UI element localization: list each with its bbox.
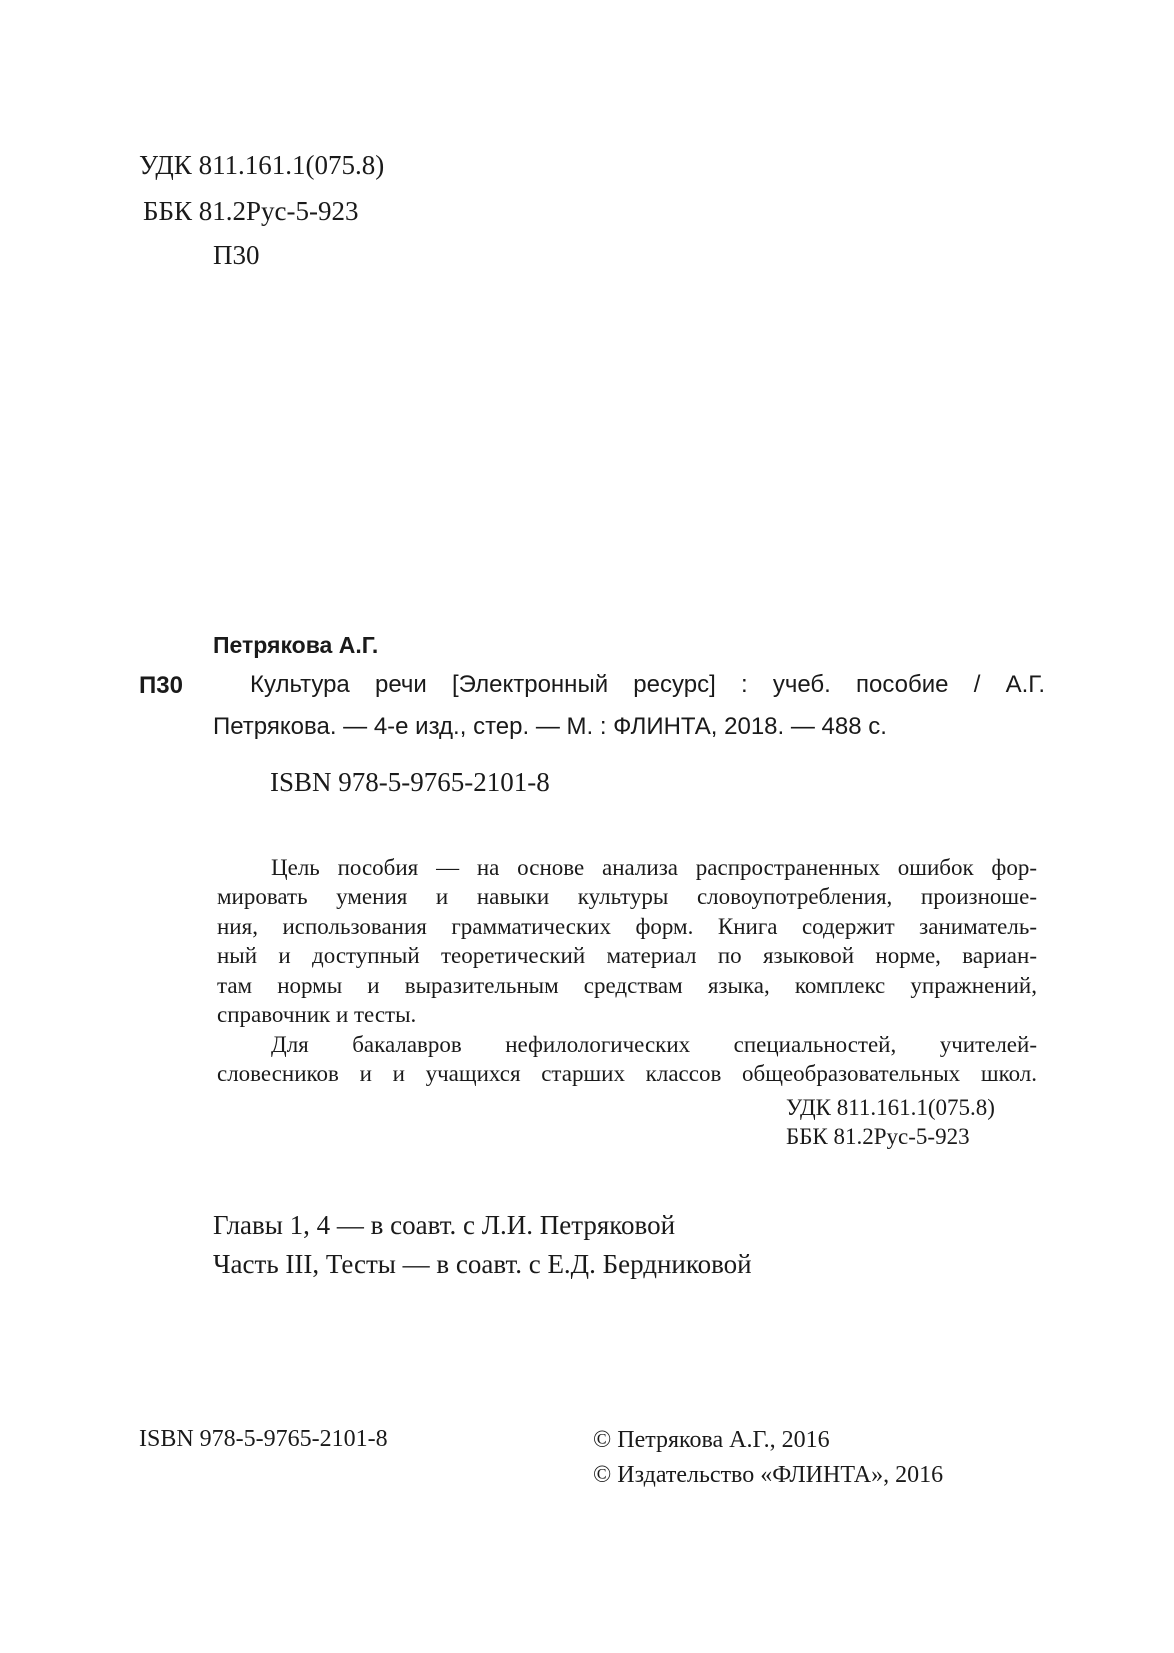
footer-copyright-author: © Петрякова А.Г., 2016	[593, 1427, 830, 1453]
abstract-line-2: мировать умения и навыки культуры словоупотребления, произноше-	[217, 884, 1037, 909]
header-udk: УДК 811.161.1(075.8)	[139, 150, 385, 180]
catalog-title-line2: Петрякова. — 4-е изд., стер. — М. : ФЛИНТА, 2018. — 488 с.	[213, 713, 887, 740]
footer-isbn: ISBN 978-5-9765-2101-8	[139, 1426, 388, 1452]
catalog-title-line1: Культура речи [Электронный ресурс] : учеб. пособие / А.Г.	[250, 671, 1045, 698]
catalog-code: П30	[139, 672, 183, 699]
coauthor-line-2: Часть III, Тесты — в соавт. с Е.Д. Бердниковой	[213, 1249, 752, 1279]
abstract-line-5: там нормы и выразительным средствам языка, комплекс упражнений,	[217, 973, 1037, 998]
catalog-author: Петрякова А.Г.	[213, 632, 379, 658]
abstract-line-8: словесников и и учащихся старших классов общеобразовательных школ.	[217, 1061, 1037, 1086]
abstract-bbk: ББК 81.2Рус-5-923	[786, 1124, 970, 1149]
abstract-line-6: справочник и тесты.	[217, 1002, 417, 1027]
catalog-isbn: ISBN 978-5-9765-2101-8	[270, 767, 550, 797]
footer-copyright-publisher: © Издательство «ФЛИНТА», 2016	[593, 1462, 944, 1488]
header-bbk: ББК 81.2Рус-5-923	[143, 196, 359, 226]
abstract-line-3: ния, использования грамматических форм. Книга содержит заниматель-	[217, 914, 1037, 939]
abstract-line-1: Цель пособия — на основе анализа распространенных ошибок фор-	[271, 855, 1037, 880]
abstract-line-4: ный и доступный теоретический материал по языковой норме, вариан-	[217, 943, 1037, 968]
abstract-udk: УДК 811.161.1(075.8)	[786, 1095, 995, 1120]
header-code: П30	[213, 240, 260, 270]
coauthor-line-1: Главы 1, 4 — в соавт. с Л.И. Петряковой	[213, 1210, 676, 1240]
abstract-line-7: Для бакалавров нефилологических специальностей, учителей-	[271, 1032, 1037, 1057]
